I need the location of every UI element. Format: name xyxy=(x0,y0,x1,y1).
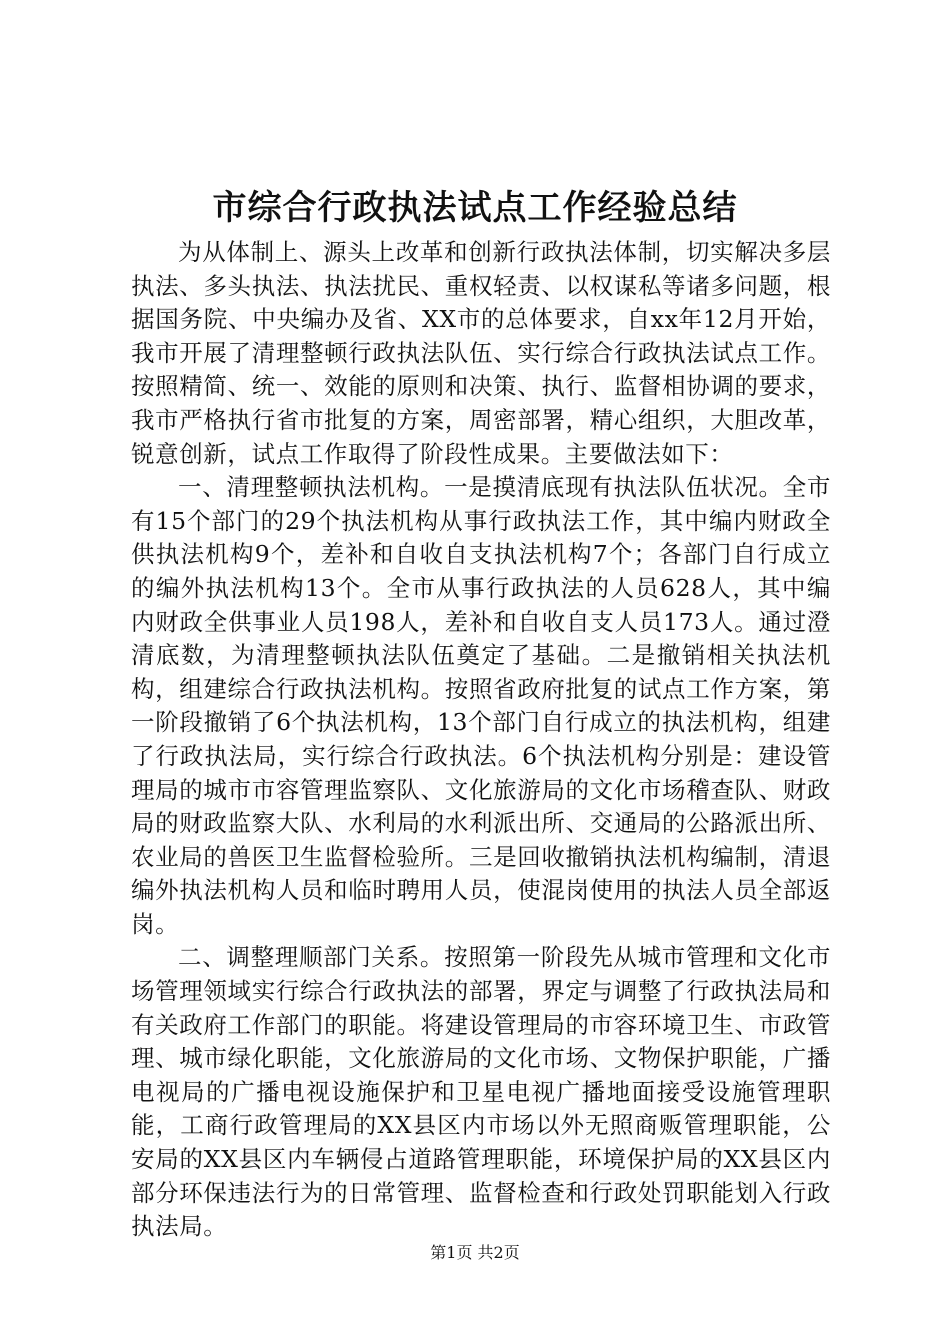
document-body xyxy=(131,236,831,1244)
paragraph-intro: 为从体制上、源头上改革和创新行政执法体制，切实解决多层执法、多头执法、执法扰民、重权轻责、以权谋私等诸多问题，根据国务院、中央编办及省、XX市的总体要求，自xx年12月开始，我市开展了清理整顿行政执法队伍、实行综合行政执法试点工作。按照精简、统一、效能的原则和决策、执行、监督相协调的要求，我市严格执行省市批复的方案，周密部署，精心组织，大胆改革，锐意创新，试点工作取得了阶段性成果。主要做法如下： xyxy=(131,238,831,468)
paragraph-section-1: 一、清理整顿执法机构。一是摸清底现有执法队伍状况。全市有15个部门的29个执法机构从事行政执法工作，其中编内财政全供执法机构9个，差补和自收自支执法机构7个；各部门自行成立的编外执法机构13个。全市从事行政执法的人员628人，其中编内财政全供事业人员198人，差补和自收自支人员173人。通过澄清底数，为清理整顿执法队伍奠定了基础。二是撤销相关执法机构，组建综合行政执法机构。按照省政府批复的试点工作方案，第一阶段撤销了6个执法机构，13个部门自行成立的执法机构，组建了行政执法局，实行综合行政执法。6个执法机构分别是：建设管理局的城市市容管理监察队、文化旅游局的文化市场稽查队、财政局的财政监察大队、水利局的水利派出所、交通局的公路派出所、农业局的兽医卫生监督检验所。三是回收撤销执法机构编制，清退编外执法机构人员和临时聘用人员，使混岗使用的执法人员全部返岗。 xyxy=(131,473,831,938)
page-footer: 第1页 共2页 xyxy=(430,1243,520,1262)
paragraph-section-2: 二、调整理顺部门关系。按照第一阶段先从城市管理和文化市场管理领域实行综合行政执法的部署，界定与调整了行政执法局和有关政府工作部门的职能。将建设管理局的市容环境卫生、市政管理、城市绿化职能，文化旅游局的文化市场、文物保护职能，广播电视局的广播电视设施保护和卫星电视广播地面接受设施管理职能，工商行政管理局的XX县区内市场以外无照商贩管理职能，公安局的XX县区内车辆侵占道路管理职能，环境保护局的XX县区内部分环保违法行为的日常管理、监督检查和行政处罚职能划入行政执法局。 xyxy=(131,943,831,1241)
document-title: 市综合行政执法试点工作经验总结 xyxy=(212,188,738,228)
